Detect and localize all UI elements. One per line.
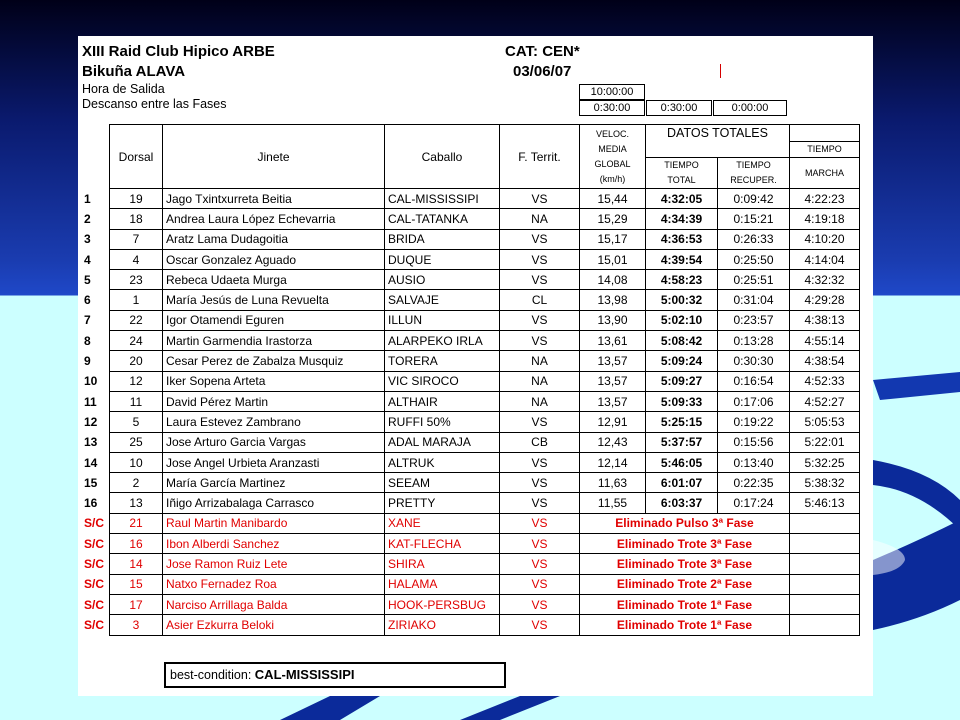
rest-time-3: 0:00:00 — [713, 100, 787, 116]
rider-cell: Narciso Arrillaga Balda — [163, 594, 385, 614]
recovery-time-cell: 0:09:42 — [718, 189, 790, 209]
ride-time-cell: 4:14:04 — [790, 249, 860, 269]
speed-cell: 13,98 — [580, 290, 646, 310]
recovery-time-cell: 0:22:35 — [718, 473, 790, 493]
ride-time-cell: 4:10:20 — [790, 229, 860, 249]
speed-cell: 13,57 — [580, 391, 646, 411]
event-date: 03/06/07 — [513, 63, 572, 80]
speed-cell: 15,29 — [580, 209, 646, 229]
col-tiempo-recup — [718, 158, 790, 189]
table-row — [78, 493, 860, 513]
dorsal-cell: 1 — [110, 290, 163, 310]
horse-cell: ADAL MARAJA — [385, 432, 500, 452]
territ-cell: CL — [500, 290, 580, 310]
territ-cell: VS — [500, 554, 580, 574]
table-row — [78, 290, 860, 310]
total-time-cell: 5:09:27 — [646, 371, 718, 391]
dorsal-cell: 5 — [110, 412, 163, 432]
territ-cell: VS — [500, 310, 580, 330]
empty-cell — [790, 513, 860, 533]
table-row — [78, 249, 860, 269]
rest-time-2: 0:30:00 — [646, 100, 712, 116]
elimination-status-cell: Eliminado Trote 1ª Fase — [580, 594, 790, 614]
dorsal-cell: 16 — [110, 534, 163, 554]
col-datos-totales: DATOS TOTALES — [646, 125, 790, 142]
territ-cell: VS — [500, 331, 580, 351]
speed-cell: 13,61 — [580, 331, 646, 351]
elimination-status-cell: Eliminado Pulso 3ª Fase — [580, 513, 790, 533]
horse-cell: ZIRIAKO — [385, 615, 500, 635]
speed-cell: 12,43 — [580, 432, 646, 452]
rider-cell: Rebeca Udaeta Murga — [163, 270, 385, 290]
rider-cell: Iñigo Arrizabalaga Carrasco — [163, 493, 385, 513]
eliminated-row — [78, 554, 860, 574]
rider-cell: Jose Angel Urbieta Aranzasti — [163, 452, 385, 472]
ride-time-cell: 4:52:27 — [790, 391, 860, 411]
ride-time-cell: 5:05:53 — [790, 412, 860, 432]
dorsal-cell: 2 — [110, 473, 163, 493]
rest-label: Descanso entre las Fases — [82, 97, 227, 111]
col-jinete: Jinete — [163, 125, 385, 189]
ride-time-cell: 5:32:25 — [790, 452, 860, 472]
territ-cell: VS — [500, 594, 580, 614]
total-time-cell: 5:09:33 — [646, 391, 718, 411]
rank-cell: 12 — [84, 414, 98, 429]
result-rows — [78, 189, 860, 514]
results-table — [78, 124, 860, 636]
speed-cell: 13,90 — [580, 310, 646, 330]
rider-cell: Ibon Alberdi Sanchez — [163, 534, 385, 554]
event-location: Bikuña ALAVA — [82, 63, 186, 80]
rider-cell: Oscar Gonzalez Aguado — [163, 249, 385, 269]
rank-cell: S/C — [84, 536, 105, 551]
eliminated-rows — [78, 513, 860, 635]
rank-cell: S/C — [84, 556, 105, 571]
col-velocity-line-3: GLOBAL — [594, 158, 631, 169]
table-row — [78, 310, 860, 330]
dorsal-cell: 15 — [110, 574, 163, 594]
total-time-cell: 5:00:32 — [646, 290, 718, 310]
total-time-cell: 5:25:15 — [646, 412, 718, 432]
horse-cell: SHIRA — [385, 554, 500, 574]
col-tiempo-recup-line-1: TIEMPO — [736, 160, 771, 170]
total-time-cell: 4:58:23 — [646, 270, 718, 290]
table-row — [78, 229, 860, 249]
horse-cell: ILLUN — [385, 310, 500, 330]
rank-cell: S/C — [84, 516, 105, 531]
empty-cell — [790, 534, 860, 554]
recovery-time-cell: 0:19:22 — [718, 412, 790, 432]
rank-cell: 4 — [84, 252, 91, 267]
ride-time-cell: 5:46:13 — [790, 493, 860, 513]
horse-cell: SEEAM — [385, 473, 500, 493]
rider-cell: Jose Ramon Ruiz Lete — [163, 554, 385, 574]
eliminated-row — [78, 615, 860, 635]
category: CAT: CEN* — [505, 43, 580, 60]
table-row — [78, 391, 860, 411]
horse-cell: PRETTY — [385, 493, 500, 513]
dorsal-cell: 4 — [110, 249, 163, 269]
total-time-cell: 6:03:37 — [646, 493, 718, 513]
col-dorsal: Dorsal — [110, 125, 163, 189]
territ-cell: VS — [500, 412, 580, 432]
table-row — [78, 351, 860, 371]
speed-cell: 15,44 — [580, 189, 646, 209]
rider-cell: David Pérez Martin — [163, 391, 385, 411]
table-row — [78, 270, 860, 290]
rank-cell: 1 — [84, 191, 91, 206]
table-row — [78, 452, 860, 472]
horse-cell: AUSIO — [385, 270, 500, 290]
total-time-cell: 4:36:53 — [646, 229, 718, 249]
rider-cell: Iker Sopena Arteta — [163, 371, 385, 391]
territ-cell: NA — [500, 351, 580, 371]
dorsal-cell: 3 — [110, 615, 163, 635]
best-condition-value: CAL-MISSISSIPI — [254, 667, 355, 682]
recovery-time-cell: 0:23:57 — [718, 310, 790, 330]
rider-cell: María García Martinez — [163, 473, 385, 493]
rank-cell: 9 — [84, 354, 91, 369]
table-row — [78, 209, 860, 229]
speed-cell: 14,08 — [580, 270, 646, 290]
ride-time-cell: 4:32:32 — [790, 270, 860, 290]
ride-time-cell: 4:38:13 — [790, 310, 860, 330]
recovery-time-cell: 0:16:54 — [718, 371, 790, 391]
rider-cell: Asier Ezkurra Beloki — [163, 615, 385, 635]
red-mark — [720, 64, 721, 78]
territ-cell: VS — [500, 229, 580, 249]
ride-time-cell: 4:55:14 — [790, 331, 860, 351]
eliminated-row — [78, 574, 860, 594]
dorsal-cell: 22 — [110, 310, 163, 330]
best-condition-box — [164, 662, 506, 688]
horse-cell: CAL-TATANKA — [385, 209, 500, 229]
horse-cell: XANE — [385, 513, 500, 533]
eliminated-row — [78, 594, 860, 614]
territ-cell: CB — [500, 432, 580, 452]
dorsal-cell: 24 — [110, 331, 163, 351]
recovery-time-cell: 0:15:56 — [718, 432, 790, 452]
rank-cell: 3 — [84, 232, 91, 247]
elimination-status-cell: Eliminado Trote 2ª Fase — [580, 574, 790, 594]
dorsal-cell: 21 — [110, 513, 163, 533]
territ-cell: VS — [500, 574, 580, 594]
col-tiempo-recup-line-2: RECUPER. — [730, 175, 777, 185]
rank-cell: 10 — [84, 374, 98, 389]
ride-time-cell: 4:29:28 — [790, 290, 860, 310]
dorsal-cell: 20 — [110, 351, 163, 371]
rider-cell: Martin Garmendia Irastorza — [163, 331, 385, 351]
dorsal-cell: 17 — [110, 594, 163, 614]
total-time-cell: 5:02:10 — [646, 310, 718, 330]
speed-cell: 11,55 — [580, 493, 646, 513]
rider-cell: Igor Otamendi Eguren — [163, 310, 385, 330]
rider-cell: Laura Estevez Zambrano — [163, 412, 385, 432]
dorsal-cell: 18 — [110, 209, 163, 229]
horse-cell: KAT-FLECHA — [385, 534, 500, 554]
total-time-cell: 5:46:05 — [646, 452, 718, 472]
dorsal-cell: 23 — [110, 270, 163, 290]
rider-cell: Cesar Perez de Zabalza Musquiz — [163, 351, 385, 371]
best-condition-label: best-condition: — [170, 668, 252, 682]
horse-cell: CAL-MISSISSIPI — [385, 189, 500, 209]
horse-cell: HALAMA — [385, 574, 500, 594]
total-time-cell: 5:08:42 — [646, 331, 718, 351]
territ-cell: VS — [500, 249, 580, 269]
col-velocity-line-1: VELOC. — [595, 128, 629, 139]
total-time-cell: 6:01:07 — [646, 473, 718, 493]
territ-cell: NA — [500, 209, 580, 229]
rank-cell: 2 — [84, 211, 91, 226]
eliminated-row — [78, 534, 860, 554]
empty-cell — [790, 554, 860, 574]
dorsal-cell: 11 — [110, 391, 163, 411]
rest-time-1: 0:30:00 — [579, 100, 645, 116]
col-velocity-line-2: MEDIA — [598, 143, 627, 154]
dorsal-cell: 14 — [110, 554, 163, 574]
eliminated-row — [78, 513, 860, 533]
total-time-cell: 5:37:57 — [646, 432, 718, 452]
rank-cell: 14 — [84, 455, 98, 470]
rank-cell: 15 — [84, 475, 98, 490]
table-header-row — [78, 125, 860, 142]
dorsal-cell: 12 — [110, 371, 163, 391]
speed-cell: 13,57 — [580, 351, 646, 371]
table-row — [78, 371, 860, 391]
dorsal-cell: 19 — [110, 189, 163, 209]
table-row — [78, 412, 860, 432]
rank-cell: 8 — [84, 333, 91, 348]
rider-cell: Raul Martin Manibardo — [163, 513, 385, 533]
empty-cell — [790, 615, 860, 635]
territ-cell: NA — [500, 391, 580, 411]
territ-cell: VS — [500, 189, 580, 209]
rank-cell: 13 — [84, 435, 98, 450]
rank-cell: 7 — [84, 313, 91, 328]
rank-cell: 6 — [84, 293, 91, 308]
dorsal-cell: 25 — [110, 432, 163, 452]
territ-cell: VS — [500, 270, 580, 290]
territ-cell: VS — [500, 513, 580, 533]
speed-cell: 11,63 — [580, 473, 646, 493]
elimination-status-cell: Eliminado Trote 1ª Fase — [580, 615, 790, 635]
horse-cell: BRIDA — [385, 229, 500, 249]
dorsal-cell: 10 — [110, 452, 163, 472]
rider-cell: Andrea Laura López Echevarria — [163, 209, 385, 229]
recovery-time-cell: 0:26:33 — [718, 229, 790, 249]
elimination-status-cell: Eliminado Trote 3ª Fase — [580, 554, 790, 574]
ride-time-cell: 4:52:33 — [790, 371, 860, 391]
horse-cell: ALARPEKO IRLA — [385, 331, 500, 351]
rider-cell: Jose Arturo Garcia Vargas — [163, 432, 385, 452]
col-tiempo-marcha-1: TIEMPO — [790, 142, 860, 158]
recovery-time-cell: 0:25:50 — [718, 249, 790, 269]
start-time-value: 10:00:00 — [579, 84, 645, 100]
ride-time-cell: 5:22:01 — [790, 432, 860, 452]
table-row — [78, 432, 860, 452]
horse-cell: RUFFI 50% — [385, 412, 500, 432]
start-time-label: Hora de Salida — [82, 82, 165, 96]
horse-cell: ALTHAIR — [385, 391, 500, 411]
table-row — [78, 189, 860, 209]
empty-cell — [790, 574, 860, 594]
col-velocity — [580, 125, 646, 189]
rider-cell: Jago Txintxurreta Beitia — [163, 189, 385, 209]
territ-cell: VS — [500, 615, 580, 635]
recovery-time-cell: 0:30:30 — [718, 351, 790, 371]
territ-cell: VS — [500, 473, 580, 493]
event-title: XIII Raid Club Hipico ARBE — [82, 43, 275, 60]
rider-cell: Aratz Lama Dudagoitia — [163, 229, 385, 249]
territ-cell: VS — [500, 452, 580, 472]
empty-cell — [790, 594, 860, 614]
rider-cell: Natxo Fernadez Roa — [163, 574, 385, 594]
col-tiempo-total-line-1: TIEMPO — [664, 160, 699, 170]
table-row — [78, 331, 860, 351]
horse-cell: HOOK-PERSBUG — [385, 594, 500, 614]
col-territ: F. Territ. — [500, 125, 580, 189]
ride-time-cell: 4:19:18 — [790, 209, 860, 229]
rank-cell: 16 — [84, 496, 98, 511]
col-tiempo-total-line-2: TOTAL — [667, 175, 696, 185]
total-time-cell: 4:32:05 — [646, 189, 718, 209]
recovery-time-cell: 0:25:51 — [718, 270, 790, 290]
dorsal-cell: 13 — [110, 493, 163, 513]
total-time-cell: 4:39:54 — [646, 249, 718, 269]
horse-cell: SALVAJE — [385, 290, 500, 310]
recovery-time-cell: 0:17:24 — [718, 493, 790, 513]
rank-cell: S/C — [84, 617, 105, 632]
recovery-time-cell: 0:13:40 — [718, 452, 790, 472]
horse-cell: TORERA — [385, 351, 500, 371]
territ-cell: VS — [500, 534, 580, 554]
speed-cell: 12,91 — [580, 412, 646, 432]
horse-cell: VIC SIROCO — [385, 371, 500, 391]
col-velocity-line-4: (km/h) — [599, 173, 626, 184]
recovery-time-cell: 0:15:21 — [718, 209, 790, 229]
horse-cell: DUQUE — [385, 249, 500, 269]
horse-cell: ALTRUK — [385, 452, 500, 472]
results-sheet — [78, 36, 873, 696]
territ-cell: NA — [500, 371, 580, 391]
rank-cell: S/C — [84, 597, 105, 612]
table-row — [78, 473, 860, 493]
ride-time-cell: 4:38:54 — [790, 351, 860, 371]
sheet-header — [82, 42, 275, 112]
total-time-cell: 4:34:39 — [646, 209, 718, 229]
rider-cell: María Jesús de Luna Revuelta — [163, 290, 385, 310]
rank-cell: S/C — [84, 577, 105, 592]
speed-cell: 13,57 — [580, 371, 646, 391]
territ-cell: VS — [500, 493, 580, 513]
rank-cell: 5 — [84, 272, 91, 287]
recovery-time-cell: 0:17:06 — [718, 391, 790, 411]
speed-cell: 15,17 — [580, 229, 646, 249]
speed-cell: 12,14 — [580, 452, 646, 472]
dorsal-cell: 7 — [110, 229, 163, 249]
speed-cell: 15,01 — [580, 249, 646, 269]
col-tiempo-total — [646, 158, 718, 189]
col-tiempo-marcha-2: MARCHA — [790, 158, 860, 189]
rank-cell: 11 — [84, 394, 97, 409]
recovery-time-cell: 0:13:28 — [718, 331, 790, 351]
elimination-status-cell: Eliminado Trote 3ª Fase — [580, 534, 790, 554]
recovery-time-cell: 0:31:04 — [718, 290, 790, 310]
col-caballo: Caballo — [385, 125, 500, 189]
ride-time-cell: 4:22:23 — [790, 189, 860, 209]
category-block — [505, 42, 580, 82]
ride-time-cell: 5:38:32 — [790, 473, 860, 493]
total-time-cell: 5:09:24 — [646, 351, 718, 371]
